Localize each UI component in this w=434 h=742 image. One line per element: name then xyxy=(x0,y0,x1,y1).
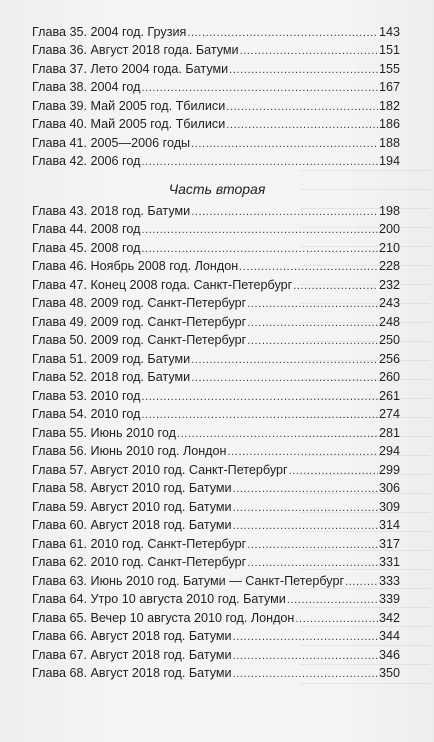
dot-leader xyxy=(191,372,378,384)
page-number: 350 xyxy=(378,666,400,680)
dot-leader xyxy=(247,557,378,569)
toc-entry xyxy=(32,551,400,570)
chapter-title: Глава 63. Июнь 2010 год. Батуми — Санкт-Петербург xyxy=(32,573,345,588)
dot-leader xyxy=(233,631,378,643)
page-number: 260 xyxy=(378,370,400,384)
page-number: 243 xyxy=(378,296,400,310)
chapter-title: Глава 65. Вечер 10 августа 2010 год. Лондон xyxy=(32,610,295,625)
dot-leader xyxy=(227,446,378,458)
toc-entry xyxy=(32,39,400,58)
toc-entry xyxy=(32,477,400,496)
page-number: 228 xyxy=(378,259,400,273)
chapter-title: Глава 42. 2006 год xyxy=(32,154,141,168)
toc-entry xyxy=(32,569,400,588)
toc-entry xyxy=(32,643,400,662)
chapter-title: Глава 61. 2010 год. Санкт-Петербург xyxy=(32,536,247,551)
toc-entry xyxy=(32,532,400,551)
dot-leader xyxy=(247,317,378,329)
toc-entry xyxy=(32,57,400,76)
page-number: 143 xyxy=(378,24,400,39)
page-number: 232 xyxy=(378,277,400,292)
chapter-title: Глава 39. Май 2005 год. Тбилиси xyxy=(32,98,226,113)
chapter-title: Глава 38. 2004 год xyxy=(32,80,141,94)
chapter-title: Глава 60. Август 2018 год. Батуми xyxy=(32,518,232,532)
chapter-title: Глава 50. 2009 год. Санкт-Петербург xyxy=(32,333,247,347)
toc-entry xyxy=(32,514,400,533)
toc-list-part-two xyxy=(32,199,400,680)
dot-leader xyxy=(141,391,378,403)
toc-entry xyxy=(32,236,400,255)
chapter-title: Глава 57. Август 2010 год. Санкт-Петербург xyxy=(32,462,288,477)
page-number: 274 xyxy=(378,407,400,421)
dot-leader xyxy=(141,224,378,236)
chapter-title: Глава 35. 2004 год. Грузия xyxy=(32,24,187,39)
toc-entry xyxy=(32,440,400,459)
page-number: 167 xyxy=(378,80,400,94)
chapter-title: Глава 66. Август 2018 год. Батуми xyxy=(32,629,232,643)
dot-leader xyxy=(226,119,378,131)
dot-leader xyxy=(247,539,378,551)
toc-entry xyxy=(32,403,400,422)
page-number: 194 xyxy=(378,154,400,168)
dot-leader xyxy=(289,465,378,477)
page-number: 339 xyxy=(378,592,400,606)
dot-leader xyxy=(191,354,378,366)
toc-list-part-one xyxy=(32,20,400,168)
dot-leader xyxy=(247,335,378,347)
dot-leader xyxy=(233,520,378,532)
chapter-title: Глава 43. 2018 год. Батуми xyxy=(32,203,191,218)
toc-entry xyxy=(32,292,400,311)
dot-leader xyxy=(191,206,378,218)
dot-leader xyxy=(141,156,378,168)
toc-entry xyxy=(32,384,400,403)
page-number: 317 xyxy=(378,536,400,551)
page-number: 294 xyxy=(378,444,400,458)
dot-leader xyxy=(191,138,378,150)
dot-leader xyxy=(233,502,378,514)
dot-leader xyxy=(141,409,378,421)
chapter-title: Глава 36. Август 2018 года. Батуми xyxy=(32,43,239,57)
chapter-title: Глава 67. Август 2018 год. Батуми xyxy=(32,647,232,662)
chapter-title: Глава 40. Май 2005 год. Тбилиси xyxy=(32,117,226,131)
page-number: 200 xyxy=(378,222,400,236)
dot-leader xyxy=(247,298,378,310)
dot-leader xyxy=(239,261,378,273)
chapter-title: Глава 55. Июнь 2010 год xyxy=(32,425,176,440)
toc-entry xyxy=(32,606,400,625)
chapter-title: Глава 56. Июнь 2010 год. Лондон xyxy=(32,444,227,458)
dot-leader xyxy=(177,428,378,440)
page-number: 198 xyxy=(378,203,400,218)
chapter-title: Глава 62. 2010 год. Санкт-Петербург xyxy=(32,555,247,569)
toc-entry xyxy=(32,662,400,681)
chapter-title: Глава 41. 2005—2006 годы xyxy=(32,135,191,150)
dot-leader xyxy=(240,45,378,57)
dot-leader xyxy=(233,483,378,495)
chapter-title: Глава 68. Август 2018 год. Батуми xyxy=(32,666,232,680)
toc-entry xyxy=(32,329,400,348)
chapter-title: Глава 58. Август 2010 год. Батуми xyxy=(32,481,232,495)
toc-entry xyxy=(32,131,400,150)
toc-entry xyxy=(32,347,400,366)
page-number: 333 xyxy=(378,573,400,588)
chapter-title: Глава 48. 2009 год. Санкт-Петербург xyxy=(32,296,247,310)
toc-entry xyxy=(32,150,400,169)
page-number: 256 xyxy=(378,351,400,366)
page-number: 248 xyxy=(378,314,400,329)
page-number: 186 xyxy=(378,117,400,131)
dot-leader xyxy=(233,668,378,680)
chapter-title: Глава 49. 2009 год. Санкт-Петербург xyxy=(32,314,247,329)
chapter-title: Глава 64. Утро 10 августа 2010 год. Батуми xyxy=(32,592,286,606)
chapter-title: Глава 47. Конец 2008 года. Санкт-Петербург xyxy=(32,277,293,292)
dot-leader xyxy=(141,243,378,255)
chapter-title: Глава 45. 2008 год xyxy=(32,240,141,255)
dot-leader xyxy=(233,650,378,662)
dot-leader xyxy=(287,594,378,606)
toc-entry xyxy=(32,255,400,274)
dot-leader xyxy=(187,27,378,39)
dot-leader xyxy=(295,613,378,625)
toc-entry xyxy=(32,113,400,132)
page-number: 188 xyxy=(378,135,400,150)
page-number: 314 xyxy=(378,518,400,532)
page-number: 155 xyxy=(378,61,400,76)
page-number: 309 xyxy=(378,499,400,514)
page-number: 210 xyxy=(378,240,400,255)
part-heading: Часть вторая xyxy=(168,181,266,197)
toc-entry xyxy=(32,366,400,385)
page-number: 281 xyxy=(378,425,400,440)
chapter-title: Глава 52. 2018 год. Батуми xyxy=(32,370,191,384)
toc-entry xyxy=(32,458,400,477)
toc-entry xyxy=(32,310,400,329)
dot-leader xyxy=(293,280,378,292)
chapter-title: Глава 51. 2009 год. Батуми xyxy=(32,351,191,366)
page-number: 261 xyxy=(378,388,400,403)
toc-entry xyxy=(32,20,400,39)
dot-leader xyxy=(229,64,378,76)
toc-entry xyxy=(32,199,400,218)
toc-entry xyxy=(32,273,400,292)
dot-leader xyxy=(226,101,378,113)
toc-entry xyxy=(32,76,400,95)
page-number: 299 xyxy=(378,462,400,477)
toc-entry xyxy=(32,94,400,113)
page-number: 346 xyxy=(378,647,400,662)
page-number: 306 xyxy=(378,481,400,495)
chapter-title: Глава 59. Август 2010 год. Батуми xyxy=(32,499,232,514)
chapter-title: Глава 46. Ноябрь 2008 год. Лондон xyxy=(32,259,239,273)
chapter-title: Глава 44. 2008 год xyxy=(32,222,141,236)
toc-entry xyxy=(32,625,400,644)
page-number: 344 xyxy=(378,629,400,643)
chapter-title: Глава 53. 2010 год xyxy=(32,388,141,403)
toc-entry xyxy=(32,588,400,607)
page-number: 250 xyxy=(378,333,400,347)
dot-leader xyxy=(141,82,378,94)
chapter-title: Глава 37. Лето 2004 года. Батуми xyxy=(32,61,229,76)
toc-entry xyxy=(32,218,400,237)
page-number: 342 xyxy=(378,610,400,625)
toc-entry xyxy=(32,421,400,440)
dot-leader xyxy=(345,576,378,588)
chapter-title: Глава 54. 2010 год xyxy=(32,407,141,421)
page-number: 151 xyxy=(378,43,400,57)
toc-entry xyxy=(32,495,400,514)
page-number: 331 xyxy=(378,555,400,569)
page-number: 182 xyxy=(378,98,400,113)
